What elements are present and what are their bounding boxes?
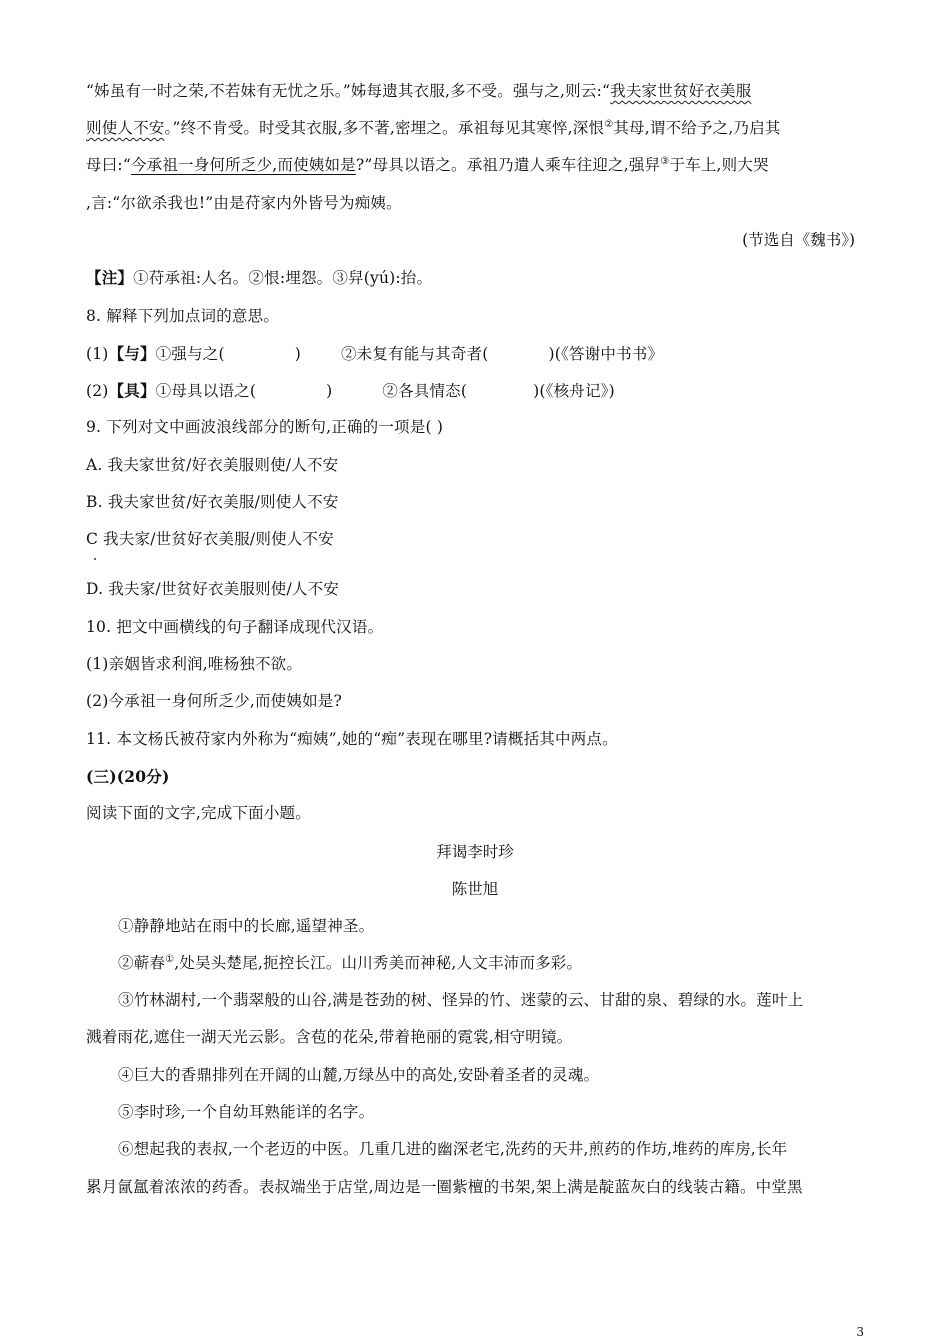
- paragraph-2: ②蕲春①,处吴头楚尾,扼控长江。山川秀美而神秘,人文丰沛而多彩。: [118, 953, 583, 972]
- paragraph-3-line-1: ③竹林湖村,一个翡翠般的山谷,满是苍劲的树、怪异的竹、迷蒙的云、甘甜的泉、碧绿的水。莲叶上: [118, 991, 804, 1009]
- q9-option-c: C 我夫家/世贫好衣美服/则使人不安: [86, 530, 334, 548]
- q9-stem: 9. 下列对文中画波浪线部分的断句,正确的一项是( ): [86, 418, 444, 436]
- q9-option-d: D. 我夫家/世贫好衣美服则使/人不安: [86, 580, 339, 598]
- q8-stem: 8. 解释下列加点词的意思。: [86, 307, 280, 325]
- page-number: 3: [856, 1325, 864, 1339]
- passage-line-2: 则使人不安。”终不肯受。时受其衣服,多不著,密埋之。承祖每见其寒悴,深恨②其母,谓不给予之,乃启其: [86, 118, 781, 137]
- paragraph-1: ①静静地站在雨中的长廊,遥望神圣。: [118, 917, 375, 935]
- note-ref-2: ②: [604, 118, 614, 130]
- passage-line-4: ,言:“尔欲杀我也!”由是苻家内外皆号为痴姨。: [86, 194, 402, 212]
- paragraph-6-line-1: ⑥想起我的表叔,一个老迈的中医。几重几进的幽深老宅,洗药的天井,煎药的作坊,堆药的库房,长年: [118, 1140, 788, 1158]
- q10-item-2: (2)今承祖一身何所乏少,而使姨如是?: [86, 692, 342, 710]
- q9-option-b: B. 我夫家世贫/好衣美服/则使人不安: [86, 493, 339, 511]
- article-title: 拜谒李时珍: [436, 843, 514, 861]
- q9-option-a: A. 我夫家世贫/好衣美服则使/人不安: [86, 456, 339, 474]
- passage-line-1: “姊虽有一时之荣,不若妹有无忧之乐。”姊每遗其衣服,多不受。强与之,则云:“我夫家世贫好衣美服: [86, 82, 752, 100]
- stray-dot: [94, 558, 96, 560]
- q11-stem: 11. 本文杨氏被苻家内外称为“痴姨”,她的“痴”表现在哪里?请概括其中两点。: [86, 730, 618, 748]
- q8-row-1: (1)【与】①强与之( ) ②未复有能与其奇者( )(《答谢中书书》: [86, 344, 664, 363]
- passage-line-3: 母曰:“今承祖一身何所乏少,而使姨如是?”母具以语之。承祖乃遣人乘车往迎之,强舁③于车上,则大哭: [86, 155, 769, 174]
- paragraph-3-line-2: 溅着雨花,遮住一湖天光云影。含苞的花朵,带着艳丽的霓裳,相守明镜。: [86, 1028, 573, 1046]
- q8-row-2: (2)【具】①母具以语之( ) ②各具情态( )(《核舟记》): [86, 381, 615, 400]
- paragraph-5: ⑤李时珍,一个自幼耳熟能详的名字。: [118, 1103, 375, 1121]
- source-citation: (节选自《魏书》): [742, 231, 855, 249]
- section-heading: (三)(20分): [86, 767, 170, 786]
- wavy-underlined-text-cont: 则使人不安: [86, 119, 165, 137]
- paragraph-6-line-2: 累月氤氲着浓浓的药香。表叔端坐于店堂,周边是一圈紫檀的书架,架上满是靛蓝灰白的线装古籍。中堂黑: [86, 1178, 803, 1196]
- note-ref-3: ③: [660, 155, 670, 167]
- note-ref-1: ①: [165, 953, 175, 965]
- section-instruction: 阅读下面的文字,完成下面小题。: [86, 804, 311, 822]
- q10-item-1: (1)亲姻皆求利润,唯杨独不欲。: [86, 655, 303, 673]
- q10-stem: 10. 把文中画横线的句子翻译成现代汉语。: [86, 618, 384, 636]
- underlined-sentence: 今承祖一身何所乏少,而使姨如是: [130, 156, 356, 174]
- notes: 【注】①苻承祖:人名。②恨:埋怨。③舁(yú):抬。: [86, 268, 433, 287]
- wavy-underlined-text: 我夫家世贫好衣美服: [610, 82, 752, 100]
- article-author: 陈世旭: [451, 880, 499, 898]
- paragraph-4: ④巨大的香鼎排列在开阔的山麓,万绿丛中的高处,安卧着圣者的灵魂。: [118, 1066, 600, 1084]
